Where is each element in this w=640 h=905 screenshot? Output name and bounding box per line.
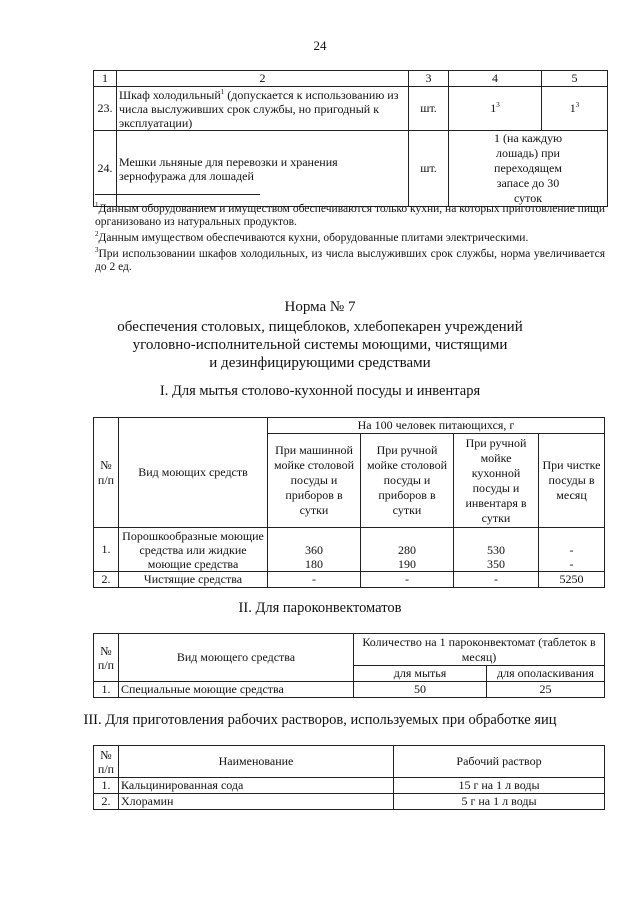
table-row [94, 87, 608, 131]
group-header: На 100 человек питающихся, г [268, 418, 605, 434]
col-name-header: Вид моющих средств [119, 418, 268, 528]
row-value-2: 280 190 [361, 528, 454, 572]
section-2-heading: II. Для пароконвектоматов [238, 600, 402, 616]
row-col5: $1^3$ [542, 87, 608, 131]
row-number: 1. [94, 778, 119, 794]
section-2-table [93, 633, 605, 698]
col-number-header: № п/п [94, 418, 119, 528]
row-value-1: - [268, 572, 361, 588]
row-value-2: 25 [487, 682, 605, 698]
row-number: 1. [94, 528, 119, 572]
row-name: Кальцинированная сода [119, 778, 394, 794]
group-header: Количество на 1 пароконвектомат (таблеток в месяц) [354, 634, 605, 666]
page-number: 24 [313, 38, 327, 53]
norm-subtitle-3: и дезинфицирующими средствами [209, 355, 431, 371]
table-row [94, 528, 605, 572]
sub-col-2: При ручной мойке столовой посуды и приборов в сутки [361, 434, 454, 528]
row-value-1: 50 [354, 682, 487, 698]
footnote-3: $^3$При использовании шкафов холодильных, из числа выслуживших срок службы, норма увеличивается до 2 ед. [95, 246, 605, 273]
norm-title: Норма № 7 [284, 299, 356, 315]
row-unit: шт. [409, 131, 449, 207]
row-name: Хлорамин [119, 794, 394, 810]
row-value: 5 г на 1 л воды [394, 794, 605, 810]
sub-col-3: При ручной мойке кухонной посуды и инвентаря в сутки [454, 434, 539, 528]
table-row [94, 794, 605, 810]
header-col-5: 5 [542, 71, 608, 87]
row-unit: шт. [409, 87, 449, 131]
table-row [94, 682, 605, 698]
row-value-4: 5250 [539, 572, 605, 588]
row-value-3: - [454, 572, 539, 588]
row-value: 15 г на 1 л воды [394, 778, 605, 794]
section-1-heading: I. Для мытья столово-кухонной посуды и инвентаря [159, 383, 481, 399]
norm-subtitle-2: уголовно-исполнительной системы моющими, чистящими [132, 337, 508, 353]
row-value-3: 530 350 [454, 528, 539, 572]
table-row [94, 131, 608, 207]
header-col-4: 4 [449, 71, 542, 87]
row-name: Шкаф холодильный$^1$ (допускается к использованию из числа выслуживших срок службы, но пригодный к эксплуатации) [117, 87, 409, 131]
sub-col-1: для мытья [354, 666, 487, 682]
col-name-header: Наименование [119, 746, 394, 778]
footnote-separator [95, 194, 260, 195]
sub-col-2: для ополаскивания [487, 666, 605, 682]
row-name: Чистящие средства [119, 572, 268, 588]
row-value-1: 360 180 [268, 528, 361, 572]
equipment-table [93, 70, 608, 207]
table-row [94, 778, 605, 794]
header-col-2: 2 [117, 71, 409, 87]
section-3-heading: III. Для приготовления рабочих растворов, используемых при обработке яиц [83, 712, 557, 728]
norm-subtitle-1: обеспечения столовых, пищеблоков, хлебопекарен учреждений [117, 319, 523, 335]
row-number: 2. [94, 572, 119, 588]
row-number: 23. [94, 87, 117, 131]
col-number-header: № п/п [94, 746, 119, 778]
footnote-1: $^1$Данным оборудованием и имуществом обеспечиваются только кухни, на которых приготовление пищи организовано из натуральных продуктов. [95, 201, 605, 228]
footnote-2: $^2$Данным имуществом обеспечиваются кухни, оборудованные плитами электрическими. [95, 230, 529, 244]
col-value-header: Рабочий раствор [394, 746, 605, 778]
row-name: Специальные моющие средства [119, 682, 354, 698]
table-row [94, 572, 605, 588]
row-value-4: - - [539, 528, 605, 572]
row-value-2: - [361, 572, 454, 588]
row-name: Мешки льняные для перевозки и хранения зернофуража для лошадей [117, 131, 409, 207]
row-number: 2. [94, 794, 119, 810]
row-number: 1. [94, 682, 119, 698]
sub-col-1: При машинной мойке столовой посуды и приборов в сутки [268, 434, 361, 528]
row-col4: $1^3$ [449, 87, 542, 131]
header-col-1: 1 [94, 71, 117, 87]
row-number: 24. [94, 131, 117, 207]
row-name: Порошкообразные моющие средства или жидкие моющие средства [119, 528, 268, 572]
header-col-3: 3 [409, 71, 449, 87]
section-3-table [93, 745, 605, 810]
col-name-header: Вид моющего средства [119, 634, 354, 682]
sub-col-4: При чистке посуды в месяц [539, 434, 605, 528]
section-1-table [93, 417, 605, 588]
col-number-header: № п/п [94, 634, 119, 682]
row-col45: 1 (на каждую лошадь) при переходящем запасе до 30 суток [449, 131, 608, 207]
